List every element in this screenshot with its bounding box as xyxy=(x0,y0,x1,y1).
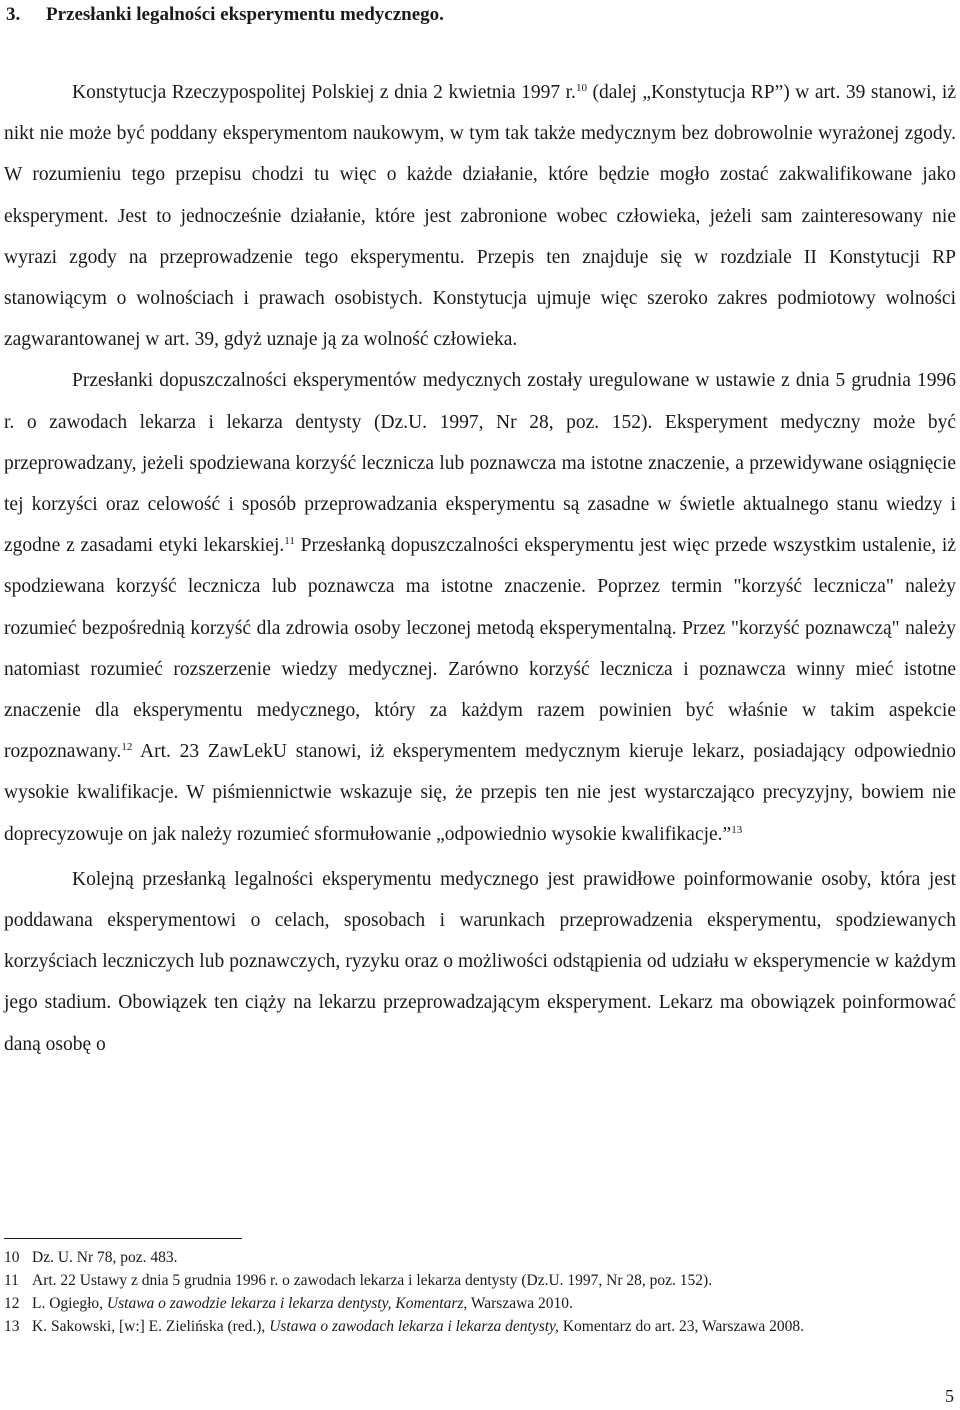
footnote-author: K. Sakowski, [w:] E. Zielińska (red.), xyxy=(32,1318,270,1335)
paragraph-text: Art. 23 ZawLekU stanowi, iż eksperymentem medycznym kieruje lekarz, posiadający odpowiednio wysokie kwalifikacje. W piśmiennictwie wskazuje się, że przepis ten nie jest wystarczająco precyzyjny, bowiem nie doprecyzowuje on jak należy rozumieć sformułowanie „odpowiednio wysokie kwalifikacje.” xyxy=(4,741,956,845)
footnote-text xyxy=(32,1292,944,1315)
paragraph-information xyxy=(4,859,956,1065)
footnote-book-title: Ustawa o zawodach lekarza i lekarza dentysty, xyxy=(269,1318,559,1335)
footnote-separator xyxy=(4,1238,242,1239)
footnote-ref-11[interactable]: 11 xyxy=(284,535,295,548)
section-heading xyxy=(6,2,444,28)
section-title: Przesłanki legalności eksperymentu medycznego. xyxy=(46,4,444,25)
footnote-book-title: Ustawa o zawodzie lekarza i lekarza dentysty, Komentarz xyxy=(106,1295,464,1312)
paragraph-text: Przesłanki dopuszczalności eksperymentów medycznych zostały uregulowane w ustawie z dnia 5 grudnia 1996 r. o zawodach lekarza i lekarza dentysty (Dz.U. 1997, Nr 28, poz. 152). Eksperyment medyczny może być przeprowadzany, jeżeli spodziewana korzyść lecznicza lub poznawcza ma istotne znaczenie, a przewidywane osiągnięcie tej korzyści oraz celowość i sposób przeprowadzania eksperymentu są zasadne w świetle aktualnego stanu wiedzy i zgodne z zasadami etyki lekarskiej. xyxy=(4,370,956,557)
footnote-number: 13 xyxy=(4,1318,20,1335)
footnote-13 xyxy=(4,1315,944,1338)
footnote-number: 11 xyxy=(4,1272,19,1289)
footnote-text: Dz. U. Nr 78, poz. 483. xyxy=(32,1249,178,1266)
paragraph-text: Konstytucja Rzeczypospolitej Polskiej z dnia 2 kwietnia 1997 r. xyxy=(72,82,576,103)
footnote-12 xyxy=(4,1292,944,1315)
footnote-ref-12[interactable]: 12 xyxy=(121,741,133,754)
footnote-ref-13[interactable]: 13 xyxy=(731,823,743,836)
page-number: 5 xyxy=(945,1386,954,1406)
paragraph-text: (dalej „Konstytucja RP”) w art. 39 stanowi, iż nikt nie może być poddany eksperymentom naukowym, w tym tak także medycznym bez dobrowolnie wyrażonej zgody. W rozumieniu tego przepisu chodzi tu więc o każde działanie, które będzie mogło zostać zakwalifikowane jako eksperyment. Jest to jednocześnie działanie, które jest zabronione wobec człowieka, jeżeli sam zainteresowany nie wyrazi zgody na przeprowadzenie tego eksperymentu. Przepis ten znajduje się w rozdziale II Konstytucji RP stanowiącym o wolnościach i prawach osobistych. Konstytucja ujmuje więc szeroko zakres podmiotowy wolności zagwarantowanej w art. 39, gdyż uznaje ją za wolność człowieka. xyxy=(4,82,956,351)
footnote-publication: , Warszawa 2010. xyxy=(463,1295,573,1312)
footnote-author: L. Ogiegło, xyxy=(32,1295,107,1312)
body-text xyxy=(4,72,956,1065)
footnote-text xyxy=(32,1315,944,1338)
footnote-10 xyxy=(4,1246,944,1269)
paragraph-constitution xyxy=(4,72,956,360)
footnote-publication: Komentarz do art. 23, Warszawa 2008. xyxy=(558,1318,805,1335)
footnote-number: 12 xyxy=(4,1295,20,1312)
footnote-11 xyxy=(4,1269,944,1292)
paragraph-text: Przesłanką dopuszczalności eksperymentu jest więc przede wszystkim ustalenie, iż spodziewana korzyść lecznicza lub poznawcza ma istotne znaczenie. Poprzez termin "korzyść lecznicza" należy rozumieć bezpośrednią korzyść dla zdrowia osoby leczonej metodą eksperymentalną. Przez "korzyść poznawczą" należy natomiast rozumieć rozszerzenie wiedzy medycznej. Zarówno korzyść lecznicza i poznawcza winny mieć istotne znaczenie dla eksperymentu medycznego, który za każdym razem powinien być właśnie w takim aspekcie rozpoznawany. xyxy=(4,535,956,763)
paragraph-conditions xyxy=(4,360,956,854)
footnote-number: 10 xyxy=(4,1249,20,1266)
footnote-ref-10[interactable]: 10 xyxy=(575,82,587,94)
footnotes xyxy=(4,1246,944,1338)
paragraph-text: Kolejną przesłanką legalności eksperymentu medycznego jest prawidłowe poinformowanie osoby, która jest poddawana eksperymentowi o celach, sposobach i warunkach przeprowadzenia eksperymentu, spodziewanych korzyściach leczniczych lub poznawczych, ryzyku oraz o możliwości odstąpienia od udziału w eksperymencie w każdym jego stadium. Obowiązek ten ciąży na lekarzu przeprowadzającym eksperyment. Lekarz ma obowiązek poinformować daną osobę o xyxy=(4,868,956,1055)
section-number: 3. xyxy=(6,4,21,25)
footnote-text: Art. 22 Ustawy z dnia 5 grudnia 1996 r. o zawodach lekarza i lekarza dentysty (Dz.U. 1997, Nr 28, poz. 152). xyxy=(32,1272,713,1289)
